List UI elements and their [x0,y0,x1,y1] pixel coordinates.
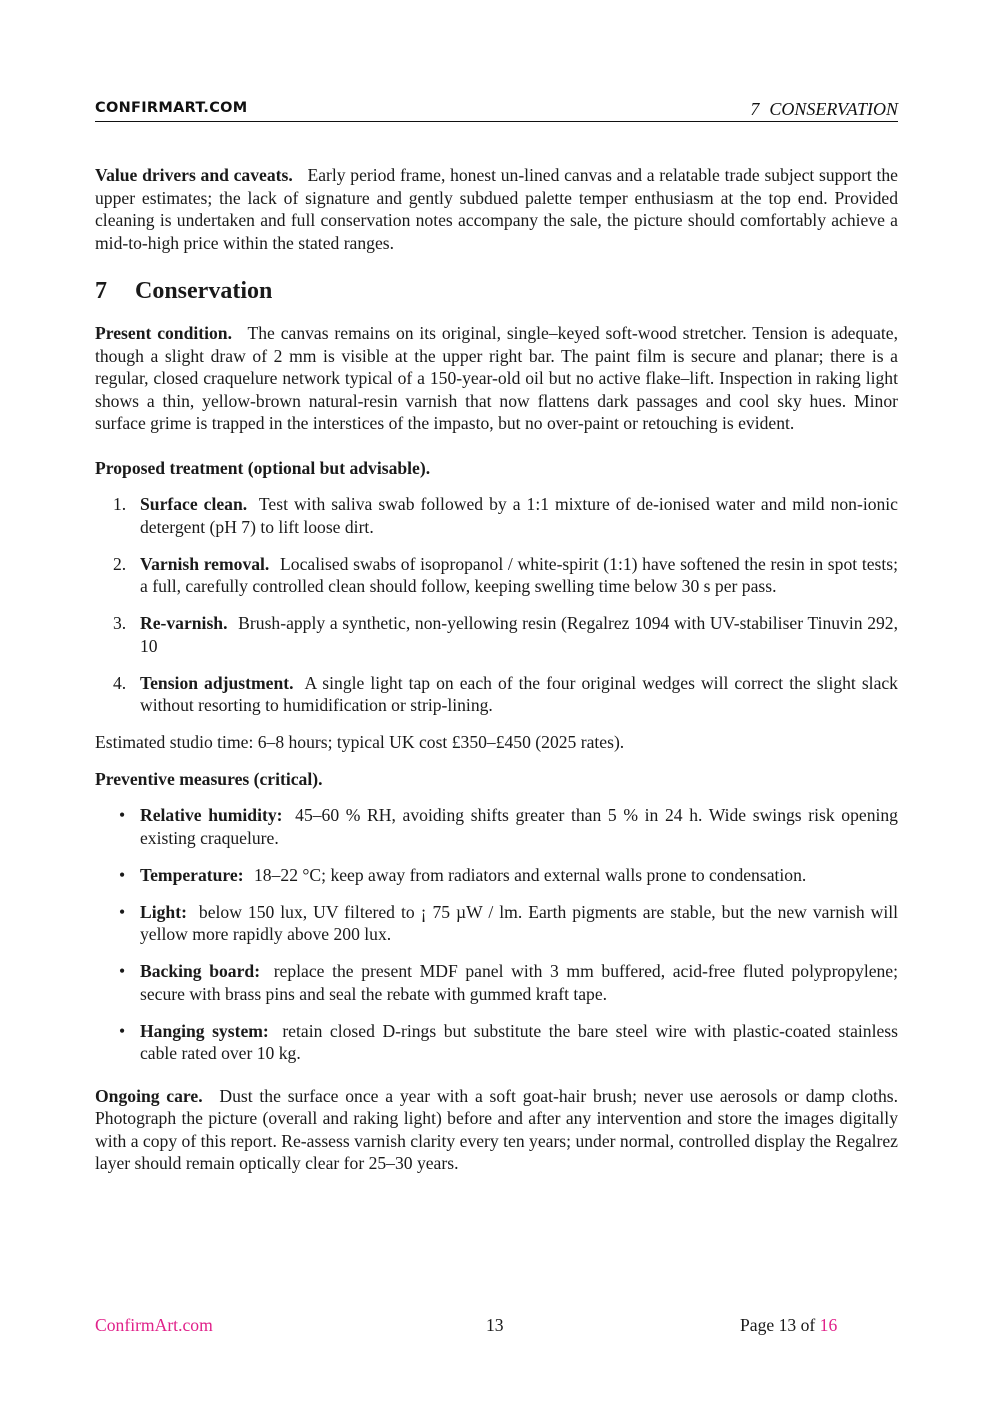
ongoing-care-title: Ongoing care. [95,1085,203,1106]
item-title: Light: [140,901,187,922]
preventive-list [95,804,898,1065]
section-title: Conservation [135,278,273,304]
list-item [95,804,898,849]
item-text: replace the present MDF panel with 3 mm buffered, acid-free fluted polypropylene; secure with brass pins and seal the rebate with gummed kraft tape. [140,961,899,1004]
total-pages-link[interactable]: 16 [819,1315,838,1335]
item-title: Varnish removal. [140,553,270,574]
item-text: retain closed D-rings but substitute the bare steel wire with plastic-coated stainless cable rated over 10 kg. [140,1020,898,1063]
list-item [95,672,898,717]
logo: CONFIRMART.COM [95,100,248,116]
item-text: 18–22 °C; keep away from radiators and external walls prone to condensation. [254,864,807,885]
item-text: Brush-apply a synthetic, non-yellowing resin (Regalrez 1094 with UV-stabiliser Tinuvin 292, 10 [140,613,898,656]
section-heading [95,276,898,306]
list-number: 2. [113,553,127,574]
list-number: 3. [113,613,127,633]
present-condition-paragraph [95,322,898,435]
bullet-icon: • [119,805,126,825]
treatment-list [95,493,898,717]
preventive-heading: Preventive measures (critical). [95,768,323,789]
list-number: 4. [113,672,127,693]
item-text: Localised swabs of isopropanol / white-spirit (1:1) have softened the resin in spot tests; a full, carefully controlled clean should follow, keeping swelling time below 30 s per pass. [140,553,898,596]
footer-page-of [740,1315,837,1336]
item-title: Re-varnish. [140,613,228,633]
list-item [95,864,898,887]
footer-site-link[interactable]: ConfirmArt.com [95,1315,213,1335]
running-head-number: 7 [750,99,760,119]
present-condition-title: Present condition. [95,323,232,343]
bullet-icon: • [119,864,126,885]
present-condition-text: The canvas remains on its original, single–keyed soft-wood stretcher. Tension is adequate, though a slight draw of 2 mm is visible at the upper right bar. The paint film is secure and planar; there is a regular, closed craquelure network typical of a 150-year-old oil but no active flake–lift. Inspection in raking light shows a thin, yellow-brown natural-resin varnish that now flattens dark passages and cool sky hues. Minor surface grime is trapped in the interstices of the impasto, but no over-paint or retouching is evident. [95,323,898,433]
treatment-heading: Proposed treatment (optional but advisable). [95,457,431,478]
item-title: Backing board: [140,961,261,981]
page-footer [95,1315,898,1339]
bullet-icon: • [119,961,126,981]
bullet-icon: • [119,901,126,922]
ongoing-care-text: Dust the surface once a year with a soft goat-hair brush; never use aerosols or damp cloths. Photograph the picture (overall and raking light) before and after any intervention and store the images digitally with a copy of this report. Re-assess varnish clarity every ten years; under normal, controlled display the Regalrez layer should remain optically clear for 25–30 years. [95,1085,898,1173]
treatment-estimate: Estimated studio time: 6–8 hours; typical UK cost £350–£450 (2025 rates). [95,732,625,752]
item-title: Relative humidity: [140,805,283,825]
page-header [95,99,898,122]
page-body [95,164,898,1175]
section-number: 7 [95,278,107,304]
running-head-title: CONSERVATION [769,99,898,119]
item-title: Surface clean. [140,494,248,514]
value-drivers-title: Value drivers and caveats. [95,165,293,185]
list-item [95,1020,898,1065]
list-item [95,901,898,946]
item-title: Hanging system: [140,1020,269,1041]
value-drivers-paragraph [95,164,898,254]
item-title: Tension adjustment. [140,672,294,693]
list-item [95,960,898,1005]
page-of-prefix: Page 13 of [740,1315,816,1335]
list-item [95,553,898,598]
running-head [750,99,898,120]
list-item [95,493,898,538]
item-text: Test with saliva swab followed by a 1:1 mixture of de-ionised water and mild non-ionic detergent (pH 7) to lift loose dirt. [140,494,898,537]
bullet-icon: • [119,1020,126,1041]
list-number: 1. [113,494,127,514]
item-text: below 150 lux, UV filtered to ¡ 75 µW / lm. Earth pigments are stable, but the new varnish will yellow more rapidly above 200 lux. [140,901,898,944]
list-item [95,612,898,657]
ongoing-care-paragraph [95,1085,898,1175]
item-text: 45–60 % RH, avoiding shifts greater than 5 % in 24 h. Wide swings risk opening existing craquelure. [140,805,898,848]
item-text: A single light tap on each of the four original wedges will correct the slight slack without resorting to humidification or strip-lining. [140,672,898,715]
value-drivers-text: Early period frame, honest un-lined canvas and a relatable trade subject support the upper estimates; the lack of signature and gently subdued palette temper enthusiasm at the top end. Provided cleaning is undertaken and full conservation notes accompany the sale, the picture should comfortably achieve a mid-to-high price within the stated ranges. [95,165,898,253]
footer-page-number: 13 [486,1315,504,1335]
item-title: Temperature: [140,864,244,885]
